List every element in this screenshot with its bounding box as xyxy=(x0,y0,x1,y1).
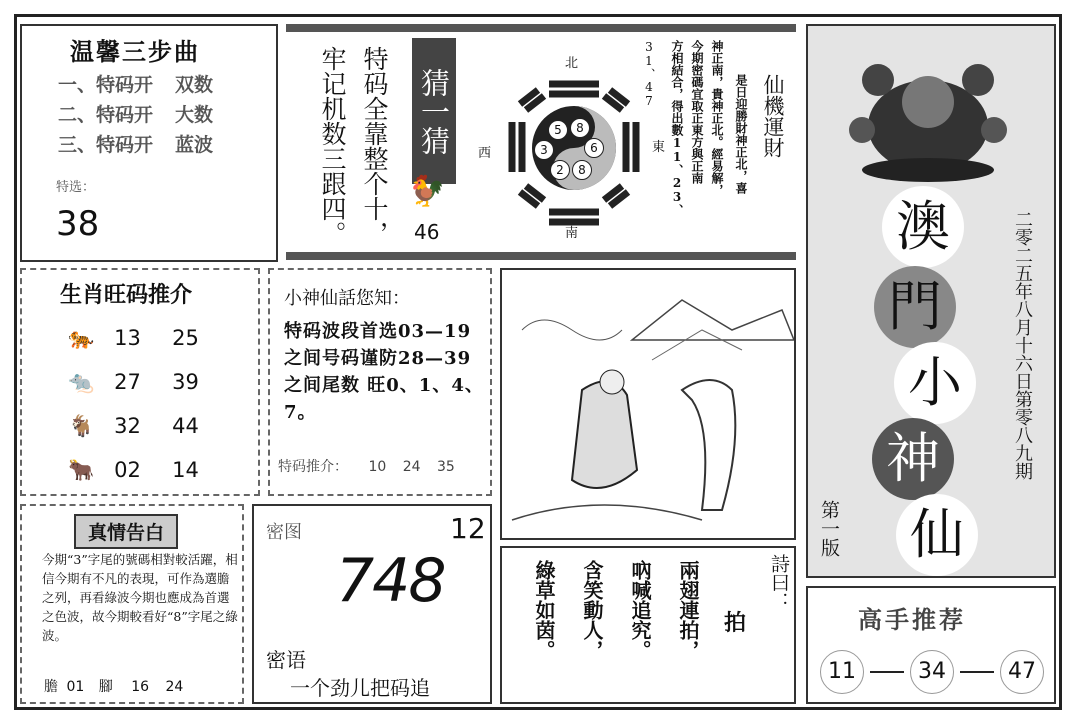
dir-west: 西 xyxy=(478,146,492,161)
zodiac-panel xyxy=(20,268,260,496)
hot-panel xyxy=(806,586,1056,704)
scholar-illustration xyxy=(500,268,796,540)
fortune-col4: 方相結合，得出數11、23、 xyxy=(670,40,684,216)
confession-title: 真情告白 xyxy=(74,514,178,549)
bagua-diagram xyxy=(494,52,654,244)
three-step-lines xyxy=(58,70,213,160)
step-label: 三、特码开 xyxy=(58,134,154,156)
special-value: 38 xyxy=(56,204,100,244)
fortune-title: 仙機運財 xyxy=(761,74,785,158)
step-label: 一、特码开 xyxy=(58,74,154,96)
rooster-icon: 🐓 xyxy=(408,174,446,209)
three-step-title: 温馨三步曲 xyxy=(70,37,200,66)
poem-col1: 牢记机数三跟四。 xyxy=(318,46,347,246)
secret-number: 12 xyxy=(450,512,486,545)
fortune-col1: 是日迎勝財神正北，喜 xyxy=(734,74,748,194)
ball: 2 xyxy=(550,160,570,180)
zodiac-row: 🐐 32 44 xyxy=(68,414,199,438)
masthead-char: 澳 xyxy=(882,186,964,268)
fortune-col3: 今期密碼宜取正東方與正南 xyxy=(690,40,704,184)
three-step-panel xyxy=(20,24,278,262)
zodiac-title: 生肖旺码推介 xyxy=(60,282,193,308)
masthead-char: 門 xyxy=(874,266,956,348)
poem-panel xyxy=(500,546,796,704)
ball: 8 xyxy=(570,118,590,138)
zodiac-rows xyxy=(68,316,199,492)
poem-label: 詩曰： xyxy=(768,554,790,611)
bottom-bar xyxy=(286,252,796,260)
secret-phrase: 一个劲儿把码追 xyxy=(290,676,430,700)
guess-title: 猜一猜 xyxy=(412,38,456,184)
masthead-panel xyxy=(806,24,1056,578)
ox-icon: 🐂 xyxy=(68,458,95,482)
masthead-date: 二零二五年八月十六日第零八九期 xyxy=(1012,210,1033,480)
dash xyxy=(870,671,904,673)
guess-panel xyxy=(286,24,796,260)
ball: 6 xyxy=(584,138,604,158)
edition-label: 第一版 xyxy=(818,500,840,557)
special-label: 特选： xyxy=(56,180,96,195)
tips-rec: 特码推介： 10 24 35 xyxy=(278,459,455,475)
dash xyxy=(960,671,994,673)
ball: 8 xyxy=(572,160,592,180)
confession-panel xyxy=(20,504,244,704)
secret-phrase-label: 密语 xyxy=(266,648,306,672)
hot-values xyxy=(820,650,1044,694)
masthead-char: 神 xyxy=(872,418,954,500)
poem-col: 吶喊追究。 xyxy=(628,560,652,660)
fortune-col2: 神正南，貴神正北。經易解， xyxy=(710,40,724,196)
secret-panel xyxy=(252,504,492,704)
ball: 5 xyxy=(548,120,568,140)
poem-col: 兩翅連拍， xyxy=(676,560,700,660)
masthead-char: 仙 xyxy=(896,494,978,576)
top-bar xyxy=(286,24,796,32)
buddha-image xyxy=(844,40,1012,190)
dir-north: 北 xyxy=(565,56,579,71)
hot-title: 高手推荐 xyxy=(858,605,966,634)
step-value: 大数 xyxy=(175,104,214,126)
poem-extra: 拍 xyxy=(724,610,747,636)
zodiac-row: 🐅 13 25 xyxy=(68,326,199,350)
tiger-icon: 🐅 xyxy=(68,326,95,350)
zodiac-row: 🐀 27 39 xyxy=(68,370,199,394)
dir-south: 南 xyxy=(565,226,579,241)
secret-title: 密图 xyxy=(266,522,302,543)
hot-ball: 34 xyxy=(910,650,954,694)
rat-icon: 🐀 xyxy=(68,370,95,394)
tips-panel xyxy=(268,268,492,496)
poem-col2: 特码全靠整个十， xyxy=(360,46,389,246)
hot-ball: 11 xyxy=(820,650,864,694)
dan-jiao: 膽 01 腳 16 24 xyxy=(44,679,184,695)
masthead-char: 小 xyxy=(894,342,976,424)
fortune-col5: 31、47 xyxy=(642,40,656,108)
secret-drawing: 748 xyxy=(336,546,445,616)
dir-east: 東 xyxy=(652,140,666,155)
step-value: 双数 xyxy=(175,74,214,96)
step-label: 二、特码开 xyxy=(58,104,154,126)
hot-ball: 47 xyxy=(1000,650,1044,694)
tips-title: 小神仙話您知： xyxy=(284,288,410,309)
poem-col: 含笑動人， xyxy=(580,560,604,660)
goat-icon: 🐐 xyxy=(68,414,95,438)
tips-body: 特码波段首选03—19之间号码谨防28—39之间尾数 旺0、1、4、7。 xyxy=(284,321,484,423)
zodiac-row: 🐂 02 14 xyxy=(68,458,199,482)
confession-body: 今期“3”字尾的號碼相對較活躍，相信今期有不凡的表現，可作為選膽之列，再看綠波今期也應成為首選之色波，故今期較看好“8”字尾之綠波。 xyxy=(42,552,238,643)
guess-number: 46 xyxy=(414,220,440,244)
ball: 3 xyxy=(534,140,554,160)
poem-col: 綠草如茵。 xyxy=(532,560,556,660)
step-value: 蓝波 xyxy=(175,134,214,156)
